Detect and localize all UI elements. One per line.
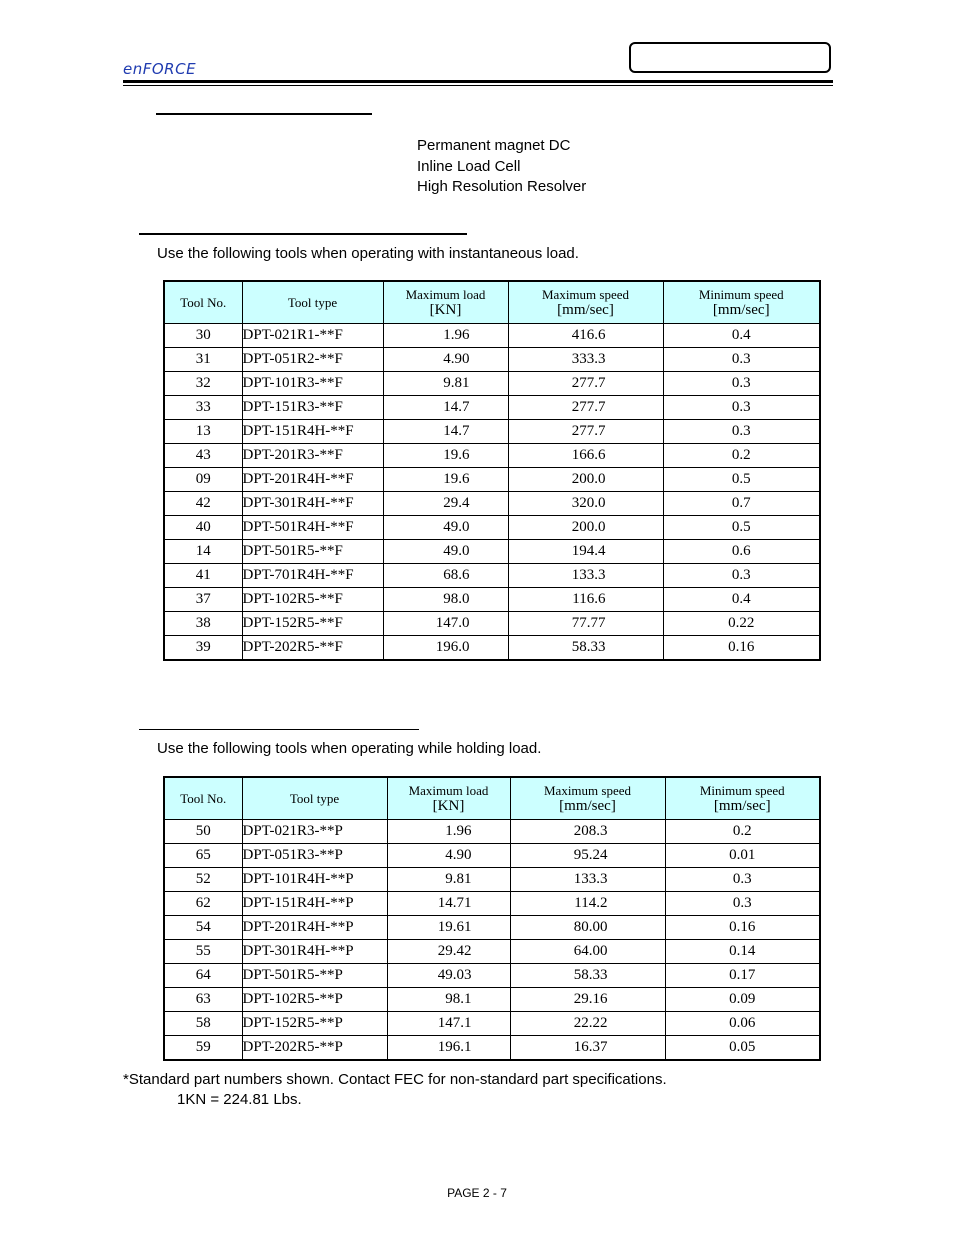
col-header-tool-type: Tool type [242,777,387,819]
cell-tool-type: DPT-202R5-**P [242,1035,387,1060]
cell-max-load: 14.7 [383,419,508,443]
cell-tool-no: 62 [164,891,242,915]
cell-min-speed: 0.4 [663,587,820,611]
cell-tool-no: 40 [164,515,242,539]
cell-tool-type: DPT-501R5-**F [242,539,383,563]
cell-tool-type: DPT-151R3-**F [242,395,383,419]
cell-tool-no: 14 [164,539,242,563]
cell-max-load: 4.90 [387,843,510,867]
cell-min-speed: 0.5 [663,515,820,539]
cell-min-speed: 0.3 [663,347,820,371]
cell-max-speed: 320.0 [508,491,663,515]
cell-tool-no: 09 [164,467,242,491]
cell-min-speed: 0.14 [665,939,820,963]
table-row [164,891,820,915]
cell-max-speed: 22.22 [510,1011,665,1035]
col-header-min-speed: Minimum speed [mm/sec] [665,777,820,819]
cell-max-speed: 277.7 [508,419,663,443]
table-row [164,843,820,867]
cell-tool-no: 55 [164,939,242,963]
spec-line: High Resolution Resolver [417,178,587,195]
table-row [164,635,820,660]
table-row [164,587,820,611]
cell-min-speed: 0.2 [663,443,820,467]
section-heading-rule-3 [139,729,419,730]
cell-min-speed: 0.7 [663,491,820,515]
cell-tool-no: 32 [164,371,242,395]
table-row [164,419,820,443]
cell-tool-type: DPT-201R4H-**P [242,915,387,939]
cell-max-load: 147.0 [383,611,508,635]
cell-max-load: 49.03 [387,963,510,987]
cell-max-speed: 29.16 [510,987,665,1011]
cell-max-load: 49.0 [383,515,508,539]
cell-tool-no: 43 [164,443,242,467]
cell-tool-no: 31 [164,347,242,371]
cell-max-speed: 95.24 [510,843,665,867]
col-header-max-speed: Maximum speed [mm/sec] [508,281,663,323]
cell-tool-type: DPT-202R5-**F [242,635,383,660]
cell-max-speed: 77.77 [508,611,663,635]
holding-load-table [163,776,821,1061]
cell-tool-type: DPT-102R5-**P [242,987,387,1011]
cell-tool-type: DPT-701R4H-**F [242,563,383,587]
table-row [164,395,820,419]
cell-max-load: 9.81 [383,371,508,395]
cell-tool-no: 41 [164,563,242,587]
cell-max-load: 49.0 [383,539,508,563]
col-header-max-speed: Maximum speed [mm/sec] [510,777,665,819]
spec-line: Permanent magnet DC [417,137,571,154]
table-row [164,963,820,987]
cell-max-speed: 58.33 [510,963,665,987]
col-header-tool-no: Tool No. [164,281,242,323]
cell-min-speed: 0.06 [665,1011,820,1035]
table-row [164,987,820,1011]
cell-max-speed: 133.3 [508,563,663,587]
cell-max-speed: 277.7 [508,395,663,419]
cell-tool-no: 65 [164,843,242,867]
cell-tool-type: DPT-101R4H-**P [242,867,387,891]
cell-max-load: 1.96 [383,323,508,347]
cell-tool-type: DPT-501R4H-**F [242,515,383,539]
cell-min-speed: 0.3 [665,891,820,915]
cell-tool-no: 58 [164,1011,242,1035]
cell-min-speed: 0.16 [663,635,820,660]
table-row [164,515,820,539]
page-number: PAGE 2 - 7 [447,1186,507,1200]
cell-max-speed: 200.0 [508,467,663,491]
table-row [164,539,820,563]
cell-min-speed: 0.05 [665,1035,820,1060]
table-row [164,939,820,963]
cell-max-load: 19.6 [383,443,508,467]
cell-max-load: 1.96 [387,819,510,843]
cell-tool-type: DPT-151R4H-**F [242,419,383,443]
cell-min-speed: 0.3 [665,867,820,891]
cell-max-speed: 166.6 [508,443,663,467]
cell-max-speed: 58.33 [508,635,663,660]
instantaneous-load-table [163,280,821,661]
cell-max-load: 19.61 [387,915,510,939]
cell-min-speed: 0.17 [665,963,820,987]
table-row [164,1035,820,1060]
cell-max-speed: 64.00 [510,939,665,963]
table-row [164,347,820,371]
cell-max-speed: 80.00 [510,915,665,939]
col-header-tool-type: Tool type [242,281,383,323]
header-rule-thin [123,85,833,86]
table-row [164,323,820,347]
cell-tool-type: DPT-152R5-**P [242,1011,387,1035]
cell-tool-type: DPT-501R5-**P [242,963,387,987]
kn-conversion-note: 1KN = 224.81 Lbs. [177,1091,302,1108]
col-header-tool-no: Tool No. [164,777,242,819]
cell-min-speed: 0.4 [663,323,820,347]
section-heading-rule-2 [139,233,467,235]
cell-tool-type: DPT-152R5-**F [242,611,383,635]
cell-max-load: 147.1 [387,1011,510,1035]
cell-max-speed: 194.4 [508,539,663,563]
cell-tool-type: DPT-151R4H-**P [242,891,387,915]
table-row [164,467,820,491]
table-row [164,371,820,395]
header-title-box [629,42,831,73]
cell-tool-no: 39 [164,635,242,660]
table-row [164,1011,820,1035]
cell-tool-no: 64 [164,963,242,987]
cell-max-speed: 200.0 [508,515,663,539]
cell-min-speed: 0.01 [665,843,820,867]
cell-tool-no: 37 [164,587,242,611]
motor-spec-list [417,136,586,198]
cell-min-speed: 0.6 [663,539,820,563]
cell-max-speed: 116.6 [508,587,663,611]
col-header-max-load: Maximum load [KN] [383,281,508,323]
cell-tool-type: DPT-101R3-**F [242,371,383,395]
cell-max-load: 29.42 [387,939,510,963]
cell-max-load: 19.6 [383,467,508,491]
cell-tool-no: 30 [164,323,242,347]
cell-tool-type: DPT-301R4H-**F [242,491,383,515]
cell-min-speed: 0.5 [663,467,820,491]
table-row [164,443,820,467]
enforce-logo: enFORCE [123,60,197,78]
standard-parts-note: *Standard part numbers shown. Contact FEC for non-standard part specifications. [123,1071,667,1088]
cell-max-speed: 416.6 [508,323,663,347]
table-row [164,867,820,891]
cell-max-speed: 133.3 [510,867,665,891]
cell-tool-type: DPT-201R4H-**F [242,467,383,491]
cell-max-load: 196.0 [383,635,508,660]
cell-max-load: 9.81 [387,867,510,891]
col-header-min-speed: Minimum speed [mm/sec] [663,281,820,323]
spec-line: Inline Load Cell [417,157,521,175]
cell-tool-type: DPT-102R5-**F [242,587,383,611]
table-row [164,611,820,635]
cell-tool-type: DPT-301R4H-**P [242,939,387,963]
cell-tool-type: DPT-201R3-**F [242,443,383,467]
cell-max-load: 14.7 [383,395,508,419]
cell-max-load: 4.90 [383,347,508,371]
cell-min-speed: 0.3 [663,371,820,395]
cell-max-load: 98.1 [387,987,510,1011]
cell-tool-type: DPT-051R3-**P [242,843,387,867]
cell-min-speed: 0.3 [663,563,820,587]
cell-min-speed: 0.16 [665,915,820,939]
cell-min-speed: 0.09 [665,987,820,1011]
cell-min-speed: 0.2 [665,819,820,843]
col-header-max-load: Maximum load [KN] [387,777,510,819]
cell-tool-no: 42 [164,491,242,515]
cell-min-speed: 0.22 [663,611,820,635]
cell-min-speed: 0.3 [663,395,820,419]
table-row [164,491,820,515]
cell-tool-no: 50 [164,819,242,843]
cell-max-load: 14.71 [387,891,510,915]
cell-max-speed: 16.37 [510,1035,665,1060]
cell-max-speed: 277.7 [508,371,663,395]
cell-tool-no: 33 [164,395,242,419]
cell-tool-no: 52 [164,867,242,891]
cell-max-speed: 114.2 [510,891,665,915]
cell-tool-no: 13 [164,419,242,443]
cell-tool-no: 54 [164,915,242,939]
table-row [164,563,820,587]
table1-intro: Use the following tools when operating with instantaneous load. [157,245,579,262]
table-row [164,819,820,843]
cell-tool-no: 59 [164,1035,242,1060]
cell-max-load: 98.0 [383,587,508,611]
cell-max-load: 29.4 [383,491,508,515]
cell-max-load: 68.6 [383,563,508,587]
header-rule [123,80,833,83]
cell-min-speed: 0.3 [663,419,820,443]
cell-tool-type: DPT-021R1-**F [242,323,383,347]
table2-intro: Use the following tools when operating while holding load. [157,740,542,757]
section-heading-rule-1 [156,113,372,115]
table-row [164,915,820,939]
cell-tool-type: DPT-021R3-**P [242,819,387,843]
cell-max-load: 196.1 [387,1035,510,1060]
cell-tool-type: DPT-051R2-**F [242,347,383,371]
cell-tool-no: 63 [164,987,242,1011]
cell-max-speed: 333.3 [508,347,663,371]
cell-tool-no: 38 [164,611,242,635]
cell-max-speed: 208.3 [510,819,665,843]
